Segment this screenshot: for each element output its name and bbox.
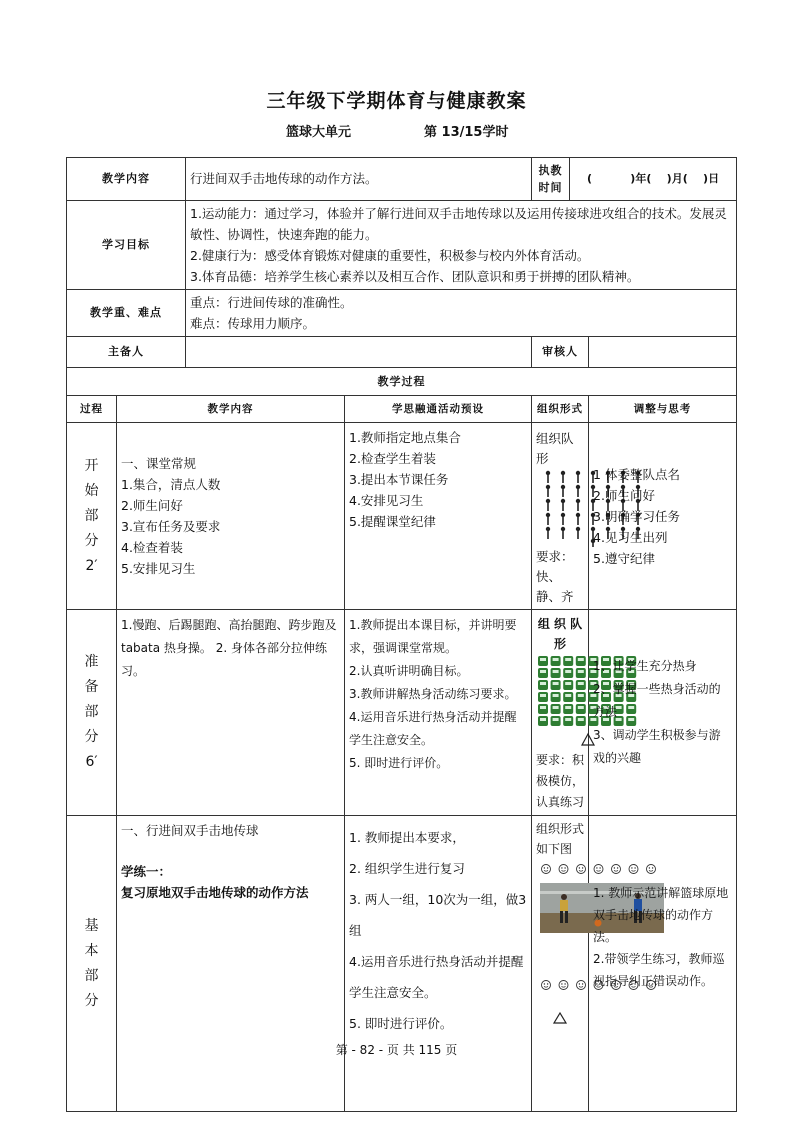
phase-basic — [67, 816, 117, 1112]
student-face — [578, 682, 584, 685]
goals-label: 学习目标 — [67, 201, 186, 290]
student-face — [565, 658, 571, 661]
phase-char: 部 — [84, 704, 99, 720]
reflection-item: 1 体委整队点名 — [593, 466, 680, 482]
student-face — [578, 670, 584, 673]
phase-char: 开 — [84, 457, 99, 474]
start-activities — [345, 423, 532, 610]
reflection-item: 3.明确学习任务 — [593, 508, 680, 524]
col-header-activities: 学思融通活动预设 — [345, 396, 532, 423]
student-icon — [563, 716, 573, 726]
warmup-activities — [345, 610, 532, 816]
student-face — [565, 718, 571, 721]
teaching-time-label-1: 执教 — [538, 164, 563, 177]
preparer-label: 主备人 — [67, 337, 186, 368]
activity-item: 1.教师指定地点集合 — [349, 430, 461, 445]
student-icon — [576, 704, 586, 714]
student-face — [540, 682, 546, 685]
phase-char: 部 — [84, 967, 99, 984]
activity-item: 2. 组织学生进行复习 — [349, 861, 465, 876]
student-icon — [576, 656, 586, 666]
smiley-eye — [561, 867, 562, 868]
reviewer-label: 审核人 — [532, 337, 589, 368]
student-figure-icon — [561, 513, 565, 525]
student-icon — [563, 668, 573, 678]
student-face — [540, 670, 546, 673]
student-figure-icon — [546, 513, 550, 525]
activity-item: 1.教师提出本课目标，并讲明要求，强调课堂常规。 — [349, 618, 517, 655]
student-figure-icon — [561, 527, 565, 539]
content-item: 4.检查着装 — [121, 540, 183, 555]
student-icon — [551, 656, 561, 666]
content-item: 5.安排见习生 — [121, 561, 196, 576]
smiley-face — [542, 981, 551, 990]
phase-char: 分 — [84, 729, 99, 745]
phase-char: 基 — [84, 917, 99, 934]
smiley-eye — [561, 983, 562, 984]
student-icon — [576, 680, 586, 690]
practice-text: 复习原地双手击地传球的动作方法 — [121, 885, 309, 900]
process-title: 教学过程 — [67, 368, 737, 396]
student-face — [540, 694, 546, 697]
figure-head — [546, 471, 550, 475]
smiley-eye — [579, 867, 580, 868]
student-figure-icon — [546, 471, 550, 483]
student-smiley-icon — [542, 981, 551, 990]
student-face — [578, 658, 584, 661]
student-face — [578, 694, 584, 697]
smiley-eye — [582, 867, 583, 868]
smiley-eye — [579, 983, 580, 984]
figure-head — [561, 499, 565, 503]
teacher-marker-icon — [552, 1011, 568, 1025]
reviewer-value — [589, 337, 737, 368]
phase-start — [67, 423, 117, 610]
smiley-eye — [544, 983, 545, 984]
smiley-eye — [544, 867, 545, 868]
phase-char: 准 — [84, 654, 99, 670]
goal-item: 3.体育品德：培养学生核心素养以及相互合作、团队意识和勇于拼搏的团队精神。 — [190, 269, 640, 284]
student-icon — [576, 716, 586, 726]
smiley-eye — [564, 867, 565, 868]
student-figure-icon — [576, 471, 580, 483]
basic-activities — [345, 816, 532, 1112]
teaching-time-label — [532, 158, 570, 201]
org-title: 组织形式如下图 — [536, 822, 585, 856]
smiley-mouth — [562, 870, 566, 871]
period-label: 第 13/15学时 — [424, 125, 509, 140]
reflection-item: 2、掌握一些热身活动的方法 — [593, 682, 721, 719]
content-item: 一、课堂常规 — [121, 456, 197, 471]
phase-warmup — [67, 610, 117, 816]
start-reflection — [589, 423, 737, 610]
basic-reflection — [589, 816, 737, 1112]
activity-item: 4.运用音乐进行热身活动并提醒学生注意安全。 — [349, 954, 524, 1000]
practice-label: 学练一： — [121, 864, 172, 879]
student-icon — [538, 704, 548, 714]
activity-item: 4.安排见习生 — [349, 493, 424, 508]
smiley-mouth — [579, 986, 583, 987]
smiley-mouth — [579, 870, 583, 871]
activity-item: 5. 即时进行评价。 — [349, 756, 449, 770]
student-face — [553, 658, 559, 661]
smiley-eye — [599, 867, 600, 868]
smiley-eye — [547, 983, 548, 984]
player-left-head — [561, 894, 567, 900]
content-item: 2.师生问好 — [121, 498, 183, 513]
phase-char: 部 — [84, 507, 99, 524]
student-face — [578, 718, 584, 721]
smiley-face — [577, 865, 586, 874]
student-figure-icon — [546, 527, 550, 539]
student-face — [540, 718, 546, 721]
smiley-eye — [582, 983, 583, 984]
document-title: 三年级下学期体育与健康教案 — [266, 90, 527, 112]
lesson-plan-table — [66, 157, 737, 1112]
key-point: 重点：行进间传球的准确性。 — [190, 295, 353, 310]
activity-item: 1. 教师提出本要求， — [349, 830, 465, 845]
figure-head — [546, 499, 550, 503]
student-icon — [563, 692, 573, 702]
teaching-time-label-2: 时间 — [538, 181, 563, 194]
smiley-mouth — [544, 870, 548, 871]
student-icon — [551, 692, 561, 702]
phase-char: 始 — [84, 482, 99, 499]
student-smiley-icon — [559, 865, 568, 874]
smiley-eye — [547, 867, 548, 868]
student-figure-icon — [546, 499, 550, 511]
smiley-mouth — [562, 986, 566, 987]
student-face — [553, 718, 559, 721]
reflection-item: 5.遵守纪律 — [593, 550, 655, 566]
activity-item: 5. 即时进行评价。 — [349, 1016, 453, 1031]
reflection-item: 2.带领学生练习，教师巡视指导纠正错误动作。 — [593, 952, 725, 988]
org-requirement: 要求：快、静、齐 — [536, 549, 574, 604]
start-content — [117, 423, 345, 610]
student-icon — [538, 716, 548, 726]
content-title: 一、行进间双手击地传球 — [121, 823, 259, 838]
activity-item: 3.提出本节课任务 — [349, 472, 449, 487]
preparer-value — [186, 337, 532, 368]
student-face — [565, 706, 571, 709]
smiley-face — [559, 981, 568, 990]
figure-head — [546, 527, 550, 531]
smiley-face — [559, 865, 568, 874]
basic-organization — [532, 816, 589, 1112]
activity-item: 3.教师讲解热身活动练习要求。 — [349, 687, 517, 701]
content-item: 3.宣布任务及要求 — [121, 519, 221, 534]
student-icon — [551, 668, 561, 678]
smiley-eye — [614, 867, 615, 868]
phase-char: 备 — [84, 679, 99, 695]
student-figure-icon — [576, 513, 580, 525]
key-points — [186, 290, 737, 337]
unit-label: 篮球大单元 — [286, 125, 352, 140]
warmup-reflection — [589, 610, 737, 816]
student-face — [578, 706, 584, 709]
smiley-eye — [617, 867, 618, 868]
student-figure-icon — [576, 485, 580, 497]
smiley-eye — [634, 867, 635, 868]
student-icon — [576, 692, 586, 702]
student-icon — [538, 680, 548, 690]
phase-char: 分 — [84, 992, 99, 1009]
student-figure-icon — [576, 527, 580, 539]
reflection-item: 1、让学生充分热身 — [593, 659, 697, 673]
org-requirement: 要求：积极模仿，认真练习 — [536, 753, 585, 809]
col-header-phase: 过程 — [67, 396, 117, 423]
smiley-eye — [649, 867, 650, 868]
content-label: 教学内容 — [67, 158, 186, 201]
reflection-item: 2.师生问好 — [593, 487, 655, 503]
student-icon — [626, 704, 636, 714]
figure-head — [576, 471, 580, 475]
student-face — [628, 718, 634, 721]
student-face — [553, 706, 559, 709]
smiley-eye — [652, 867, 653, 868]
start-organization — [532, 423, 589, 610]
student-figure-icon — [561, 499, 565, 511]
col-header-organization: 组织形式 — [532, 396, 589, 423]
student-icon — [551, 716, 561, 726]
student-figure-icon — [561, 485, 565, 497]
student-smiley-icon — [559, 981, 568, 990]
student-face — [565, 682, 571, 685]
figure-head — [546, 513, 550, 517]
figure-head — [561, 471, 565, 475]
student-face — [540, 658, 546, 661]
student-figure-icon — [576, 499, 580, 511]
smiley-eye — [596, 867, 597, 868]
figure-head — [576, 485, 580, 489]
col-header-reflection: 调整与思考 — [589, 396, 737, 423]
figure-head — [546, 485, 550, 489]
student-smiley-icon — [542, 865, 551, 874]
student-icon — [563, 704, 573, 714]
phase-char: 2′ — [85, 557, 98, 574]
reflection-item: 1. 教师示范讲解篮球原地双手击地传球的动作方法。 — [593, 886, 729, 944]
col-header-content: 教学内容 — [117, 396, 345, 423]
activity-item: 4.运用音乐进行热身活动并提醒学生注意安全。 — [349, 710, 517, 747]
smiley-eye — [564, 983, 565, 984]
org-title: 组 织 队 形 — [537, 617, 583, 651]
student-face — [553, 682, 559, 685]
student-figure-icon — [546, 485, 550, 497]
student-icon — [538, 656, 548, 666]
reflection-item: 4.见习生出列 — [593, 529, 668, 545]
student-icon — [551, 704, 561, 714]
student-icon — [576, 668, 586, 678]
activity-item: 2.检查学生着装 — [349, 451, 436, 466]
student-smiley-icon — [577, 865, 586, 874]
smiley-mouth — [544, 986, 548, 987]
warmup-content: 1.慢跑、后踢腿跑、高抬腿跑、跨步跑及tabata 热身操。 2. 身体各部分拉伸练习。 — [117, 610, 345, 816]
warmup-organization — [532, 610, 589, 816]
player-left-body — [560, 900, 568, 911]
goal-item: 2.健康行为：感受体育锻炼对健康的重要性，积极参与校内外体育活动。 — [190, 248, 590, 263]
org-title: 组织队形 — [536, 431, 574, 466]
phase-char: 6′ — [85, 754, 98, 770]
smiley-eye — [631, 867, 632, 868]
figure-head — [576, 513, 580, 517]
student-figure-icon — [561, 471, 565, 483]
key-points-label: 教学重、难点 — [67, 290, 186, 337]
content-item: 1.集合，清点人数 — [121, 477, 221, 492]
date-field: ( )年( )月( )日 — [570, 158, 737, 201]
student-face — [553, 694, 559, 697]
activity-item: 5.提醒课堂纪律 — [349, 514, 436, 529]
player-left-leg — [565, 911, 568, 923]
player-left-leg — [560, 911, 563, 923]
figure-head — [576, 499, 580, 503]
goal-item: 1.运动能力：通过学习，体验并了解行进间双手击地传球以及运用传接球进攻组合的技术。发展灵敏性、协调性，快速奔跑的能力。 — [190, 206, 727, 242]
student-smiley-icon — [577, 981, 586, 990]
goals-list — [186, 201, 737, 290]
reflection-item: 3、调动学生积极参与游戏的兴趣 — [593, 728, 721, 765]
student-icon — [538, 692, 548, 702]
student-face — [628, 706, 634, 709]
figure-head — [561, 513, 565, 517]
phase-char: 分 — [84, 532, 99, 549]
student-face — [565, 694, 571, 697]
smiley-face — [577, 981, 586, 990]
key-point: 难点：传球用力顺序。 — [190, 316, 316, 331]
phase-char: 本 — [84, 942, 99, 959]
activity-item: 2.认真听讲明确目标。 — [349, 664, 469, 678]
figure-head — [576, 527, 580, 531]
activity-item: 3. 两人一组，10次为一组，做3组 — [349, 892, 527, 938]
basic-content — [117, 816, 345, 1112]
student-icon — [563, 656, 573, 666]
student-icon — [563, 680, 573, 690]
content-value: 行进间双手击地传球的动作方法。 — [186, 158, 532, 201]
student-face — [540, 706, 546, 709]
figure-head — [561, 485, 565, 489]
figure-head — [561, 527, 565, 531]
page-footer: 第 - 82 - 页 共 115 页 — [335, 1043, 458, 1057]
student-face — [565, 670, 571, 673]
student-icon — [538, 668, 548, 678]
student-face — [553, 670, 559, 673]
student-icon — [551, 680, 561, 690]
smiley-face — [542, 865, 551, 874]
